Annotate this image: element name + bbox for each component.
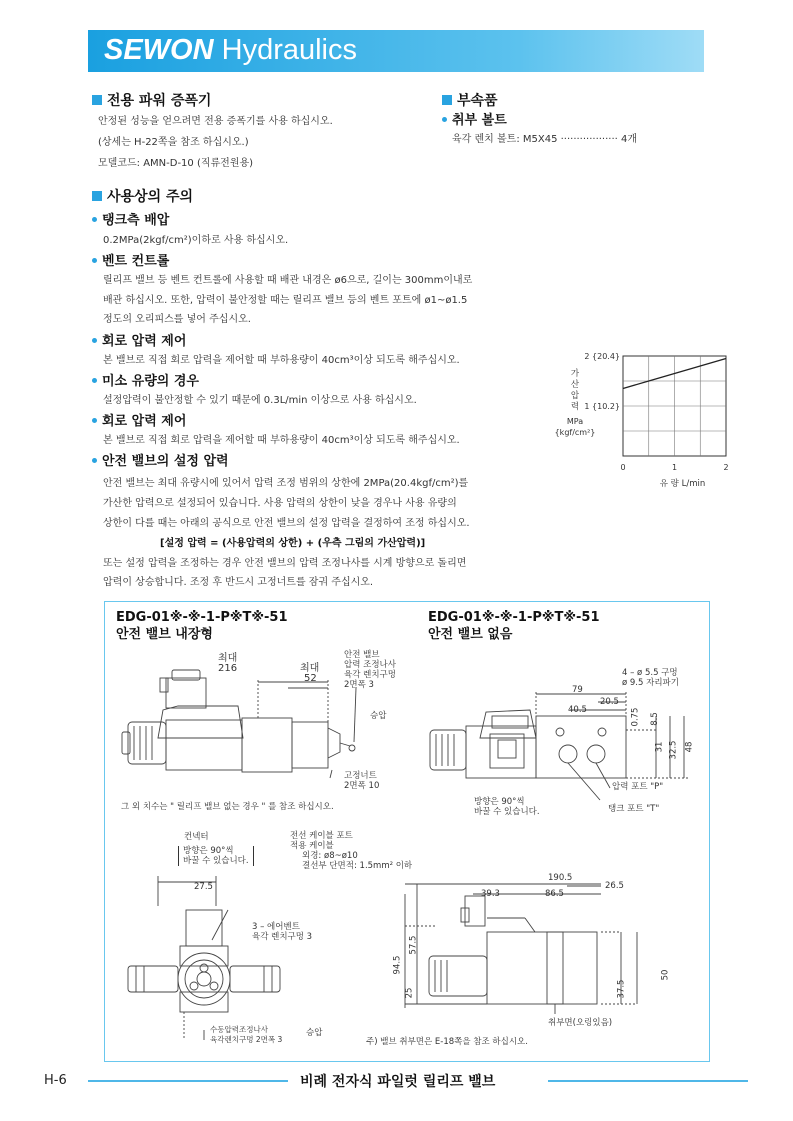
caution-title: 탱크측 배압 — [92, 209, 169, 228]
mount-holes-label: 4 – ø 5.5 구멍 ø 9.5 자리파기 — [622, 668, 679, 688]
mounting-surface-label: 취부면(오링있음) — [548, 1018, 613, 1028]
power-amp-line: 모델코드: AMN-D-10 (직류전원용) — [98, 158, 254, 169]
dim-50: 50 — [660, 969, 671, 981]
left-model-subtitle: 안전 밸브 내장형 — [116, 627, 213, 642]
chart-ylabel-char: 산 — [570, 380, 580, 390]
chart-y-tick-label: 2 {20.4} — [584, 352, 620, 361]
dim-27-5: 27.5 — [194, 882, 213, 892]
safety-valve-label: 안전 밸브 압력 조정나사 육각 렌치구멍 2면폭 3 — [344, 650, 396, 690]
tank-port-label: 탱크 포트 "T" — [608, 804, 660, 814]
power-amp-heading: 전용 파워 증폭기 — [92, 90, 211, 110]
dim-31: 31 — [654, 741, 665, 753]
caution-line: 안전 밸브는 최대 유량시에 있어서 압력 조정 범위의 상한에 2MPa(20.4kgf/cm²)를 — [103, 478, 469, 489]
chart-y-tick-label: 1 {10.2} — [584, 402, 620, 411]
power-amp-line: (상세는 H-22쪽을 참조 하십시오.) — [98, 137, 249, 148]
chart-ylabel-unit: {kgf/cm²} — [554, 428, 596, 437]
dim-39-3: 39.3 — [481, 889, 500, 899]
lock-nut-label: 고정너트 2면폭 10 — [344, 771, 380, 791]
chart-ylabel-char: 력 — [570, 402, 580, 412]
caution-line: 상한이 다를 때는 아래의 공식으로 안전 밸브의 설정 압력을 결정하여 조정 하십시오. — [103, 518, 470, 529]
caution-line: 가산한 압력으로 설정되어 있습니다. 사용 압력의 상한이 낮을 경우나 사용 유량의 — [103, 498, 457, 509]
dim-57-5: 57.5 — [408, 935, 419, 955]
footer-title: 비례 전자식 파일럿 릴리프 밸브 — [300, 1074, 496, 1090]
accessories-line: 육각 렌치 볼트: M5X45 ·················· 4개 — [452, 134, 638, 145]
right-model-subtitle: 안전 밸브 없음 — [428, 627, 513, 642]
caution-title: 회로 압력 제어 — [92, 330, 186, 349]
manual-adjust-label: 수동압력조정나사 육각렌치구멍 2면폭 3 — [210, 1025, 283, 1044]
formula: [설정 압력 = (사용압력의 상한) + (우측 그림의 가산압력)] — [160, 538, 426, 549]
footer-line-left — [88, 1080, 288, 1082]
valve-side-drawing-safety — [118, 648, 378, 798]
dim-94-5: 94.5 — [392, 955, 403, 975]
dim-max52: 최대 52 — [300, 663, 320, 684]
brand-banner — [88, 30, 704, 72]
dim-20-5: 20.5 — [600, 697, 619, 707]
caution-line: 또는 설정 압력을 조정하는 경우 안전 밸브의 압력 조정나사를 시계 방향으로 돌리면 — [103, 558, 467, 569]
connector-direction-note: 방향은 90°씩 바꿀 수 있습니다. — [178, 846, 254, 866]
dim-37-5: 37.5 — [616, 979, 627, 999]
dim-48: 48 — [684, 741, 695, 753]
cable-port-label: 전선 케이블 포트 적용 케이블 외경: ø8~ø10 결선부 단면적: 1.5mm² 이하 — [290, 831, 413, 871]
dim-26-5: 26.5 — [605, 881, 624, 891]
air-vent-label: 3 – 에어벤트 육각 렌치구멍 3 — [252, 922, 313, 942]
dim-0-75: 0.75 — [630, 707, 641, 727]
caution-title: 벤트 컨트롤 — [92, 250, 169, 269]
right-model-title: EDG-01※-※-1-P※T※-51 — [428, 610, 600, 625]
caution-line: 릴리프 밸브 등 벤트 컨트롤에 사용할 때 배관 내경은 ø6으로, 길이는 300mm이내로 — [103, 275, 473, 286]
caution-line: 압력이 상승합니다. 조정 후 반드시 고정너트를 잠궈 주십시오. — [103, 577, 374, 588]
page-number: H-6 — [44, 1073, 67, 1088]
dim-86-5: 86.5 — [545, 889, 564, 899]
pressure-chart — [548, 348, 748, 493]
caution-title: 회로 압력 제어 — [92, 410, 186, 429]
chart-ylabel-char: 압 — [570, 391, 580, 401]
caution-line: 정도의 오리피스를 넣어 주십시오. — [103, 314, 251, 325]
connector-label: 컨넥터 — [184, 832, 209, 842]
caution-line: 본 밸브로 직접 회로 압력을 제어할 때 부하용량이 40cm³이상 되도록 해주십시오. — [103, 355, 460, 366]
caution-line: 0.2MPa(2kgf/cm²)이하로 사용 하십시오. — [103, 235, 289, 246]
chart-xlabel: 유 량 L/min — [659, 479, 706, 489]
other-dimensions-note: 그 외 치수는 " 릴리프 밸브 없는 경우 " 를 참조 하십시오. — [121, 802, 334, 812]
dim-32-5: 32.5 — [668, 740, 679, 760]
dim-25: 25 — [404, 987, 415, 999]
footer-line-right — [548, 1080, 748, 1082]
caution-line: 본 밸브로 직접 회로 압력을 제어할 때 부하용량이 40cm³이상 되도록 해주십시오. — [103, 435, 460, 446]
left-model-title: EDG-01※-※-1-P※T※-51 — [116, 610, 288, 625]
caution-line: 설정압력이 불안정할 수 있기 때문에 0.3L/min 이상으로 사용 하십시오. — [103, 395, 417, 406]
dim-79: 79 — [572, 685, 583, 695]
chart-x-tick-label: 2 — [723, 463, 729, 472]
valve-front-drawing — [395, 878, 695, 1028]
chart-x-tick-label: 1 — [671, 463, 678, 472]
chart-ylabel-unit: MPa — [566, 417, 584, 426]
chart-ylabel-char: 가 — [570, 369, 580, 379]
valve-top-drawing — [118, 840, 318, 1050]
cautions-heading: 사용상의 주의 — [92, 186, 193, 206]
caution-line: 배관 하십시오. 또한, 압력이 불안정할 때는 릴리프 밸브 등의 벤트 포트에 ø1~ø1.5 — [103, 295, 468, 306]
caution-title: 안전 밸브의 설정 압력 — [92, 450, 229, 469]
dim-190-5: 190.5 — [548, 873, 573, 883]
accessories-sub: 취부 볼트 — [442, 109, 507, 128]
raise-pressure-label: 승압 — [370, 711, 387, 721]
pressure-port-label: 압력 포트 "P" — [612, 782, 664, 792]
direction-note: 방향은 90°씩 바꿀 수 있습니다. — [474, 797, 540, 817]
power-amp-line: 안정된 성능을 얻으려면 전용 증폭기를 사용 하십시오. — [98, 116, 333, 127]
brand-logo: SEWON Hydraulics — [104, 34, 357, 66]
mounting-note: 주) 밸브 취부면은 E-18쪽을 참조 하십시오. — [366, 1037, 528, 1047]
dim-8-5: 8.5 — [649, 712, 660, 726]
chart-x-tick-label: 0 — [620, 463, 626, 472]
raise-pressure-label: 승압 — [306, 1028, 323, 1038]
caution-title: 미소 유량의 경우 — [92, 370, 199, 389]
dim-max216: 최대 216 — [218, 653, 238, 674]
dim-40-5: 40.5 — [568, 705, 587, 715]
accessories-heading: 부속품 — [442, 90, 498, 110]
